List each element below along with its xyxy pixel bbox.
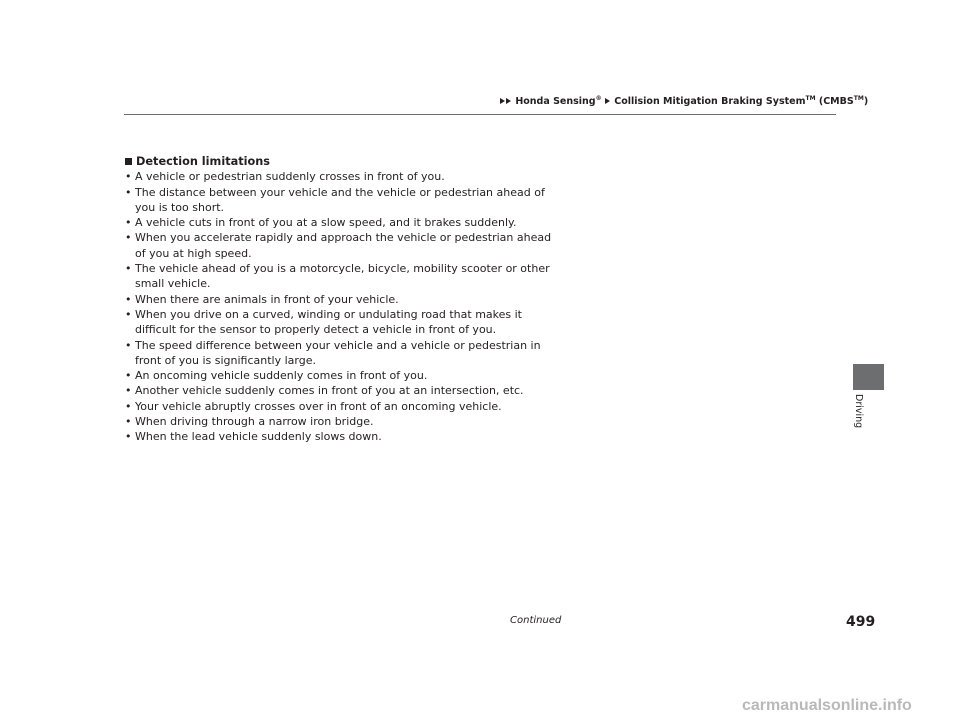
bullet-icon: • <box>125 307 132 321</box>
breadcrumb-part: Collision Mitigation Braking System <box>614 96 806 107</box>
bullet-icon: • <box>125 185 132 199</box>
list-item: • When there are animals in front of your vehicle. <box>125 292 399 306</box>
list-item: • When driving through a narrow iron bridge. <box>125 415 374 429</box>
bullet-icon: • <box>125 338 132 352</box>
bullet-icon: • <box>125 415 132 429</box>
list-item: • Another vehicle suddenly comes in front of you at an intersection, etc. <box>125 384 524 398</box>
list-item: • The speed difference between your vehicle and a vehicle or pedestrian in front of you is significantly large. <box>125 338 541 367</box>
breadcrumb-arrow-icon <box>605 98 610 104</box>
list-item: • When you accelerate rapidly and approach the vehicle or pedestrian ahead of you at high speed. <box>125 231 552 260</box>
bullet-list <box>125 169 565 444</box>
bullet-icon: • <box>125 384 132 398</box>
breadcrumb-arrow-icon <box>506 98 511 104</box>
list-item: • The distance between your vehicle and the vehicle or pedestrian ahead of you is too short. <box>125 185 545 214</box>
bullet-icon: • <box>125 399 132 413</box>
bullet-icon: • <box>125 430 132 444</box>
list-item: • A vehicle or pedestrian suddenly crosses in front of you. <box>125 170 445 184</box>
list-item: • The vehicle ahead of you is a motorcycle, bicycle, mobility scooter or other small vehicle. <box>125 262 550 291</box>
breadcrumb-part: Honda Sensing <box>515 96 596 107</box>
section-heading: Detection limitations <box>125 154 565 169</box>
list-item: • When you drive on a curved, winding or undulating road that makes it difficult for the sensor to properly detect a vehicle in front of you. <box>125 307 522 337</box>
watermark: carmanualsonline.info <box>742 697 912 714</box>
list-item: • An oncoming vehicle suddenly comes in front of you. <box>125 369 428 383</box>
bullet-icon: • <box>125 369 132 383</box>
page-number: 499 <box>846 614 876 630</box>
square-bullet-icon <box>125 158 132 165</box>
breadcrumb-arrow-icon <box>500 98 505 104</box>
bullet-icon: • <box>125 292 132 306</box>
continued-label: Continued <box>510 615 562 626</box>
side-tab-marker <box>853 364 884 390</box>
bullet-icon: • <box>125 170 132 184</box>
bullet-icon: • <box>125 216 132 230</box>
header-divider <box>124 114 836 115</box>
section-content <box>125 154 565 445</box>
list-item: • A vehicle cuts in front of you at a slow speed, and it brakes suddenly. <box>125 216 517 230</box>
bullet-icon: • <box>125 262 132 276</box>
breadcrumb: Honda Sensing® Collision Mitigation Braking System™ (CMBS™) <box>500 95 845 107</box>
list-item: • Your vehicle abruptly crosses over in front of an oncoming vehicle. <box>125 399 502 413</box>
side-tab-label: Driving <box>853 394 864 429</box>
list-item: • When the lead vehicle suddenly slows down. <box>125 430 382 444</box>
bullet-icon: • <box>125 231 132 245</box>
